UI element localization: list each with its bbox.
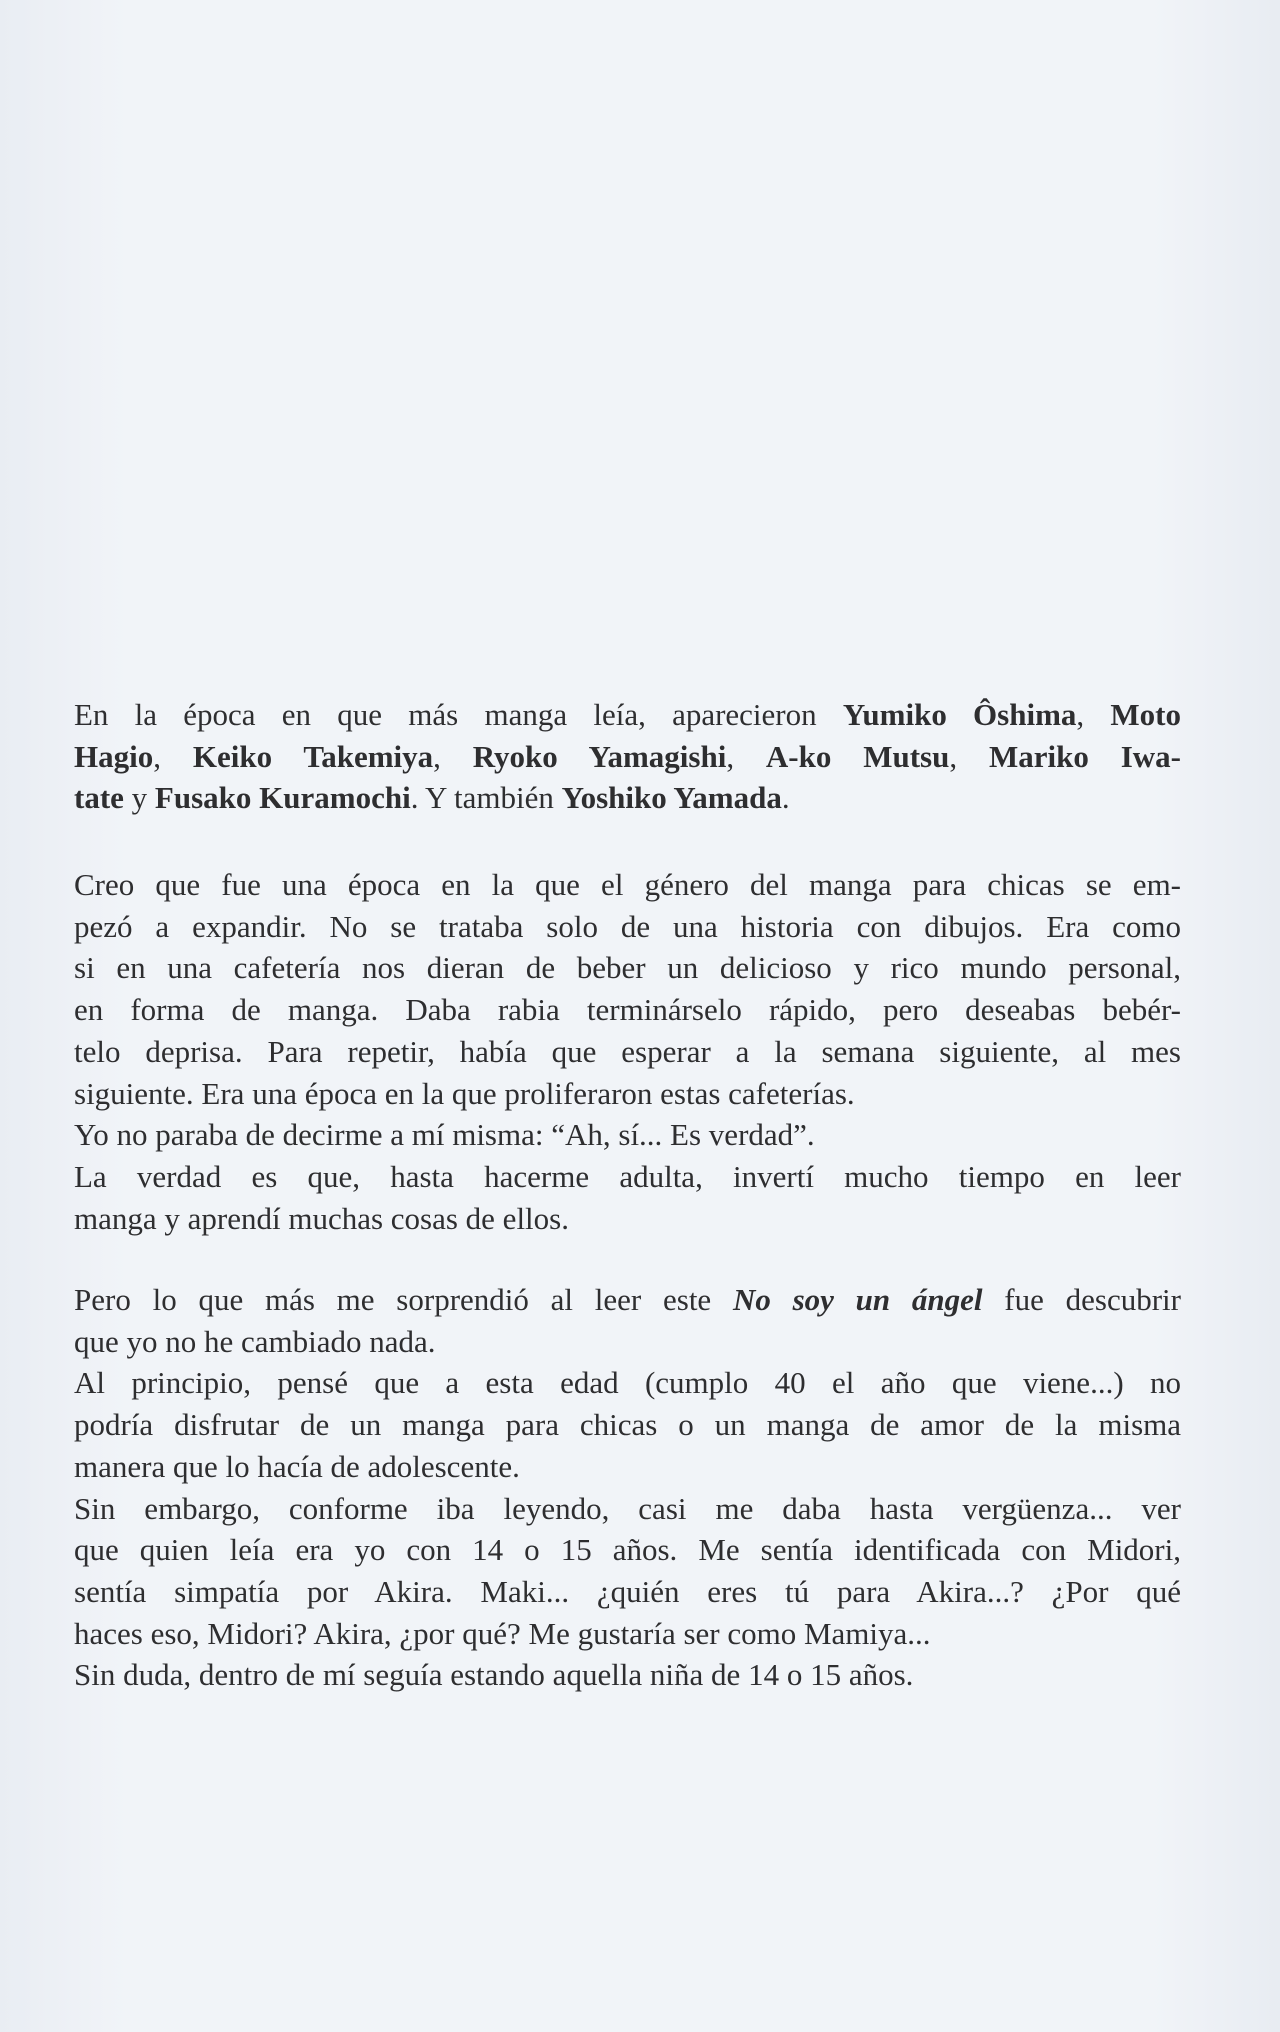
text-line [74,1322,1181,1362]
text-run: . [781,780,790,815]
bold-name: Yumiko Ôshima [842,697,1077,732]
text-run: , [949,739,989,774]
text-line [74,1115,1181,1155]
bold-name: Fusako Kuramochi [154,780,411,815]
text-line [74,737,1181,777]
text-line [74,1572,1181,1612]
text-line [74,907,1181,947]
text-line [74,778,1181,818]
text-run: Yo no paraba de decirme a mí misma: “Ah, sí... Es verdad”. [74,1117,815,1152]
text-run: Pero lo que más me sorprendió al leer este [74,1282,733,1317]
text-run: pezó a expandir. No se trataba solo de una historia con dibujos. Era como [74,909,1181,944]
text-run: manera que lo hacía de adolescente. [74,1449,520,1484]
bold-name: Yoshiko Yamada [561,780,782,815]
text-run: , [153,739,193,774]
text-run: haces eso, Midori? Akira, ¿por qué? Me gustaría ser como Mamiya... [74,1616,931,1651]
bold-name: tate [74,780,124,815]
text-run: podría disfrutar de un manga para chicas o un manga de amor de la misma [74,1407,1181,1442]
text-line [74,990,1181,1030]
text-run: , [726,739,766,774]
text-line [74,1199,1181,1239]
text-line [74,1363,1181,1403]
text-line [74,948,1181,988]
text-run: sentía simpatía por Akira. Maki... ¿quién eres tú para Akira...? ¿Por qué [74,1574,1181,1609]
text-run: manga y aprendí muchas cosas de ellos. [74,1201,569,1236]
text-run: , [1076,697,1111,732]
text-run: Sin embargo, conforme iba leyendo, casi me daba hasta vergüenza... ver [74,1491,1181,1526]
text-line [74,1074,1181,1114]
text-line [74,1655,1181,1695]
text-run: que quien leía era yo con 14 o 15 años. Me sentía identificada con Midori, [74,1532,1181,1567]
bold-name: Ryoko Yamagishi [472,739,727,774]
text-run: . Y también [410,780,562,815]
bold-name: Mariko Iwa- [988,739,1181,774]
bold-name: Moto [1110,697,1182,732]
text-line [74,1614,1181,1654]
text-line [74,1489,1181,1529]
text-run: en forma de manga. Daba rabia terminárselo rápido, pero deseabas bebér- [74,992,1181,1027]
text-run: Sin duda, dentro de mí seguía estando aquella niña de 14 o 15 años. [74,1657,914,1692]
text-run: fue descubrir [982,1282,1181,1317]
text-run: telo deprisa. Para repetir, había que esperar a la semana siguiente, al mes [74,1034,1181,1069]
text-line [74,1405,1181,1445]
text-run: si en una cafetería nos dieran de beber un delicioso y rico mundo personal, [74,950,1181,985]
text-run: Creo que fue una época en la que el género del manga para chicas se em- [74,867,1181,902]
text-run: siguiente. Era una época en la que proliferaron estas cafeterías. [74,1076,855,1111]
text-run: Al principio, pensé que a esta edad (cumplo 40 el año que viene...) no [74,1365,1181,1400]
bold-name: Hagio [74,739,154,774]
text-run: La verdad es que, hasta hacerme adulta, invertí mucho tiempo en leer [74,1159,1181,1194]
bold-name: Keiko Takemiya [192,739,434,774]
text-run: que yo no he cambiado nada. [74,1324,436,1359]
bold-name: A-ko Mutsu [765,739,950,774]
text-line [74,695,1181,735]
text-line [74,865,1181,905]
text-line [74,1530,1181,1570]
text-line [74,1032,1181,1072]
text-line [74,1447,1181,1487]
text-run: y [123,780,155,815]
text-run: , [433,739,473,774]
book-title: No soy un ángel [732,1282,983,1317]
text-line [74,1280,1181,1320]
text-run: En la época en que más manga leía, aparecieron [74,697,843,732]
text-line [74,1157,1181,1197]
